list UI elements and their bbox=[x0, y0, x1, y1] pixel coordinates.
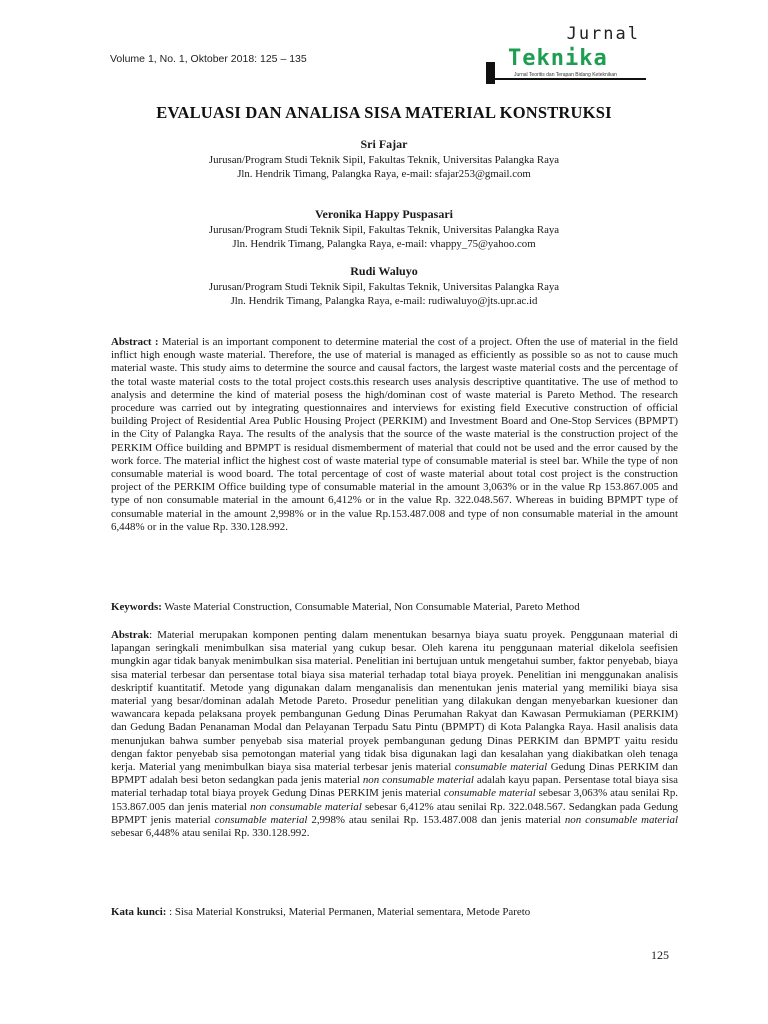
author-block-3 bbox=[0, 264, 768, 308]
volume-info: Volume 1, No. 1, Oktober 2018: 125 – 135 bbox=[110, 53, 307, 65]
keywords-english bbox=[111, 601, 678, 614]
keywords-text: Waste Material Construction, Consumable Material, Non Consumable Material, Pareto Method bbox=[164, 601, 580, 613]
abstrak-text-2: Gedung Dinas PERKIM dan BPMPT adalah besi beton sedangkan pada jenis material bbox=[111, 761, 678, 787]
kata-kunci-label: Kata kunci: bbox=[111, 906, 167, 918]
author-affiliation: Jurusan/Program Studi Teknik Sipil, Fakultas Teknik, Universitas Palangka Raya bbox=[208, 281, 560, 293]
author-block-1 bbox=[0, 137, 768, 181]
abstrak-em-1: consumable material bbox=[454, 761, 548, 774]
keywords-indonesian bbox=[111, 906, 678, 919]
abstrak-em-3: consumable material bbox=[443, 787, 536, 800]
abstract-indonesian bbox=[111, 629, 678, 840]
abstrak-text-4: sebesar 3,063% atau senilai Rp. 153.867.005 dan jenis material bbox=[111, 787, 678, 813]
author-name: Rudi Waluyo bbox=[350, 264, 418, 278]
logo-bar-shape bbox=[486, 62, 495, 84]
author-affiliation: Jurusan/Program Studi Teknik Sipil, Fakultas Teknik, Universitas Palangka Raya bbox=[208, 154, 560, 166]
abstract-label: Abstract : bbox=[111, 336, 159, 348]
abstrak-em-5: consumable material bbox=[214, 813, 308, 826]
logo-word-teknika: Teknika bbox=[508, 46, 608, 71]
abstrak-text-1: : Material merupakan komponen penting dalam menentukan besarnya biaya suatu proyek. Penggunaan material di lapangan seringkali menimbulkan sisa material yang cukup besar. Oleh karena itu penggunaan material dikelola seefisien mungkin agar tidak banyak menimbulkan sisa material. Penelitian ini bertujuan untuk mengetahui sumber, faktor penyebab, biaya sisa material terbesar dan persentase total biaya sisa material terhadap total biaya proyek. Penelitian ini menggunakan analisis deskriptif kuantitatif. Metode yang digunakan dalam menganalisis dan menentukan jenis material yang memiliki biaya sisa material yang besar/dominan adalah Metode Pareto. Prosedur penelitian yang dilakukan dengan menyebarkan kuesioner dan wawancara kepada pelaksana proyek pembangunan Gedung Dinas Perumahan Rakyat dan Kawasan Permukiaman (PERKIM) dan Gedung Badan Penanaman Modal dan Pelayanan Terpadu Satu Pintu (BPMPT) di Kota Palangka Raya. Hasil analisis data menunjukan bahwa sumber penyebab sisa material proyek pembangunan gedung Dinas PERKIM dan BPMPT yaitu residu dengan faktor penyebab sisa pemotongan material yang tidak bisa digunakan lagi dan kesalahan yang diakibatkan oleh tenaga kerja. Material yang menimbulkan biaya sisa material terbesar jenis material bbox=[111, 629, 678, 774]
abstrak-text-5: sebesar 6,412% atau senilai Rp. 322.048.567. Sedangkan pada Gedung BPMPT jenis material bbox=[111, 800, 678, 826]
logo-underline bbox=[495, 78, 646, 80]
abstrak-text-3: adalah kayu papan. Persentase total biaya sisa material terhadap total biaya proyek Gedung Dinas PERKIM jenis material bbox=[111, 774, 678, 800]
keywords-label: Keywords: bbox=[111, 601, 162, 613]
author-block-2 bbox=[0, 207, 768, 251]
author-address: Jln. Hendrik Timang, Palangka Raya, e-mail: rudiwaluyo@jts.upr.ac.id bbox=[230, 294, 538, 307]
journal-logo bbox=[486, 22, 646, 86]
logo-word-jurnal: Jurnal bbox=[566, 24, 640, 44]
abstrak-em-4: non consumable material bbox=[250, 800, 362, 813]
author-affiliation: Jurusan/Program Studi Teknik Sipil, Fakultas Teknik, Universitas Palangka Raya bbox=[208, 224, 560, 236]
abstrak-text-7: sebesar 6,448% atau senilai Rp. 330.128.992. bbox=[111, 827, 310, 840]
abstrak-label: Abstrak bbox=[111, 629, 150, 641]
abstract-text: Material is an important component to determine material the cost of a project. Often the use of material in the field inflict high enough waste material. Therefore, the use of material is managed as efficiently as possible so as not to cause much material waste. This study aims to determine the source and causal factors, the largest waste material costs and the percentage of the total waste material costs to the total project costs.this research uses analysis descriptive quantitative. The use of method to analysis and determine the kind of material posess the high/dominan cost of waste material is Pareto Method. The research procedure was carried out by integrating questionnaires and interviews for existing field Executive construction of official building Project of Residential Area Public Housing Project (PERKIM) and Investment Board and One-Stop Services (BPMPT) in the City of Palangka Raya. The results of the analysis that the source of the waste material is the construction project of the PERKIM Office building and BPMPT is residual dismemberment of material that could not be used and the error caused by the work force. The material inflict the highest cost of waste material type of consumable material is steel bar. While the type of non consumable material is wood board. The total percentage of cost of waste material about total cost project is the construction project of the PERKIM Office building type of consumable material in the amount 3,063% or in the value Rp 153.867.005 and type of non consumable material in the amount 6,412% or in the value Rp. 322.048.567. Whereas in buiding BPMPT type of consumable material in the amount 2,998% or in the value Rp.153.487.008 and type of non consumable material in the amount 6,448% or in the value Rp. 330.128.992. bbox=[111, 336, 678, 533]
abstrak-text-6: 2,998% atau senilai Rp. 153.487.008 dan jenis material bbox=[307, 813, 565, 826]
page-number: 125 bbox=[651, 948, 669, 962]
abstrak-em-2: non consumable material bbox=[362, 774, 474, 787]
author-name: Sri Fajar bbox=[360, 137, 408, 151]
abstract-english bbox=[111, 336, 678, 534]
author-address: Jln. Hendrik Timang, Palangka Raya, e-mail: vhappy_75@yahoo.com bbox=[232, 237, 536, 250]
abstrak-em-6: non consumable material bbox=[564, 813, 678, 826]
kata-kunci-text: : Sisa Material Konstruksi, Material Permanen, Material sementara, Metode Pareto bbox=[166, 906, 531, 918]
logo-tagline: Jurnal Teoritis dan Terapan Bidang Keteknikan bbox=[514, 72, 617, 78]
paper-title: EVALUASI DAN ANALISA SISA MATERIAL KONSTRUKSI bbox=[156, 103, 612, 122]
author-address: Jln. Hendrik Timang, Palangka Raya, e-mail: sfajar253@gmail.com bbox=[237, 167, 531, 180]
author-name: Veronika Happy Puspasari bbox=[314, 207, 454, 221]
